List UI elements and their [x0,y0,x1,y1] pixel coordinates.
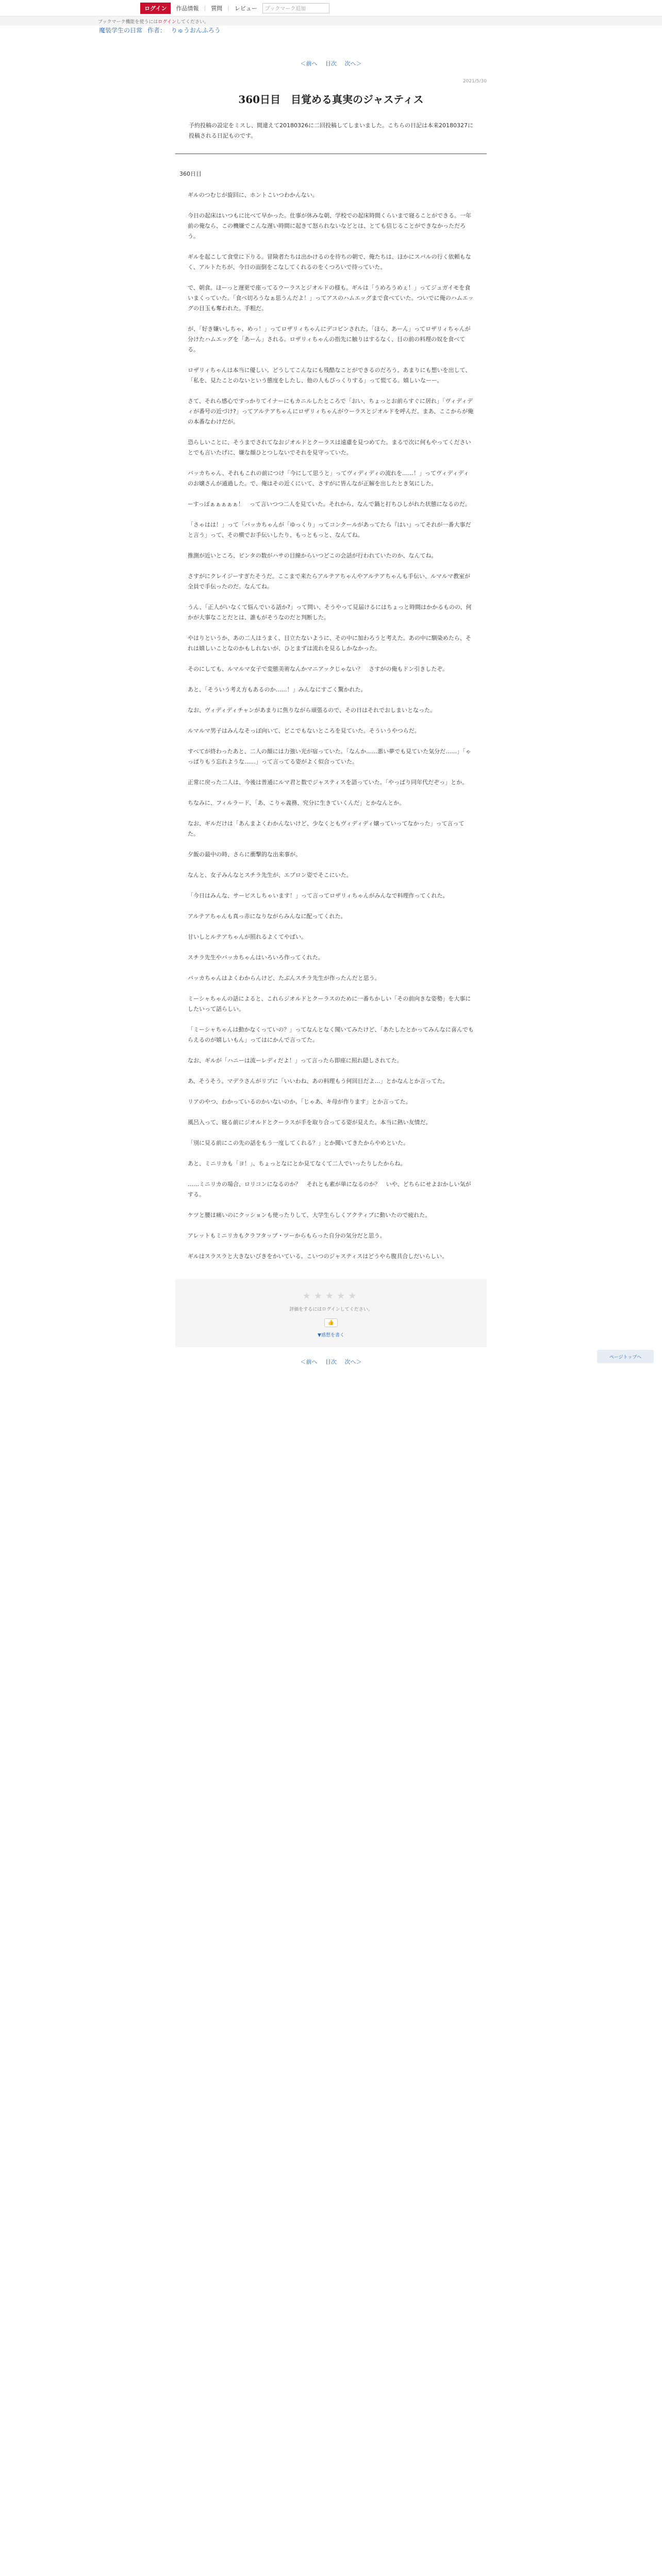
top-navbar [0,0,662,16]
paragraph: ちなみに、フィルラード、「あ、こりゃ義務、究分に生きていくんだ」とかなんとか。 [188,800,405,806]
nav-separator: | [227,5,229,11]
paragraph: そのにしても、ルマルマ女子で変態美術なんかマニアックじゃない？ さすがの俺もドン引きしたぞ。 [188,666,449,672]
paragraph: 正常に戻った二人は、今後は普通にルマ君と数でジャスティスを語っていた。「やっぱり同年代だぞっ」とか。 [188,779,468,786]
paragraph: バッカちゃんはよくわからんけど、たぶんスチラ先生が作ったんだと思う。 [188,975,380,981]
paragraph: やはりというか、あの二人はうまく、目立たないように、その中に加わろうと考えた。あの中に馴染めたら、それは嬉しいことなのかもしれないが、ひとまずは流れを見るしかなかった。 [188,635,471,652]
author-label: 作者： [147,27,166,34]
nav-reviews[interactable]: レビュー [234,5,257,12]
rating-login-note: 評価をするにはログインしてください。 [289,1307,373,1312]
paragraph: 「今日はみんな、サービスしちゃいます！」って言ってロザリィちゃんがみんなで料理作ってくれた。 [188,892,449,899]
paragraph: ミーシャちゃんの話によると、これらジオルドとクーラスのために一番ちかしい「その前向きな姿勢」を大事にしたいって話らしい。 [188,995,471,1012]
nav-work-info[interactable]: 作品情報 [176,5,199,12]
bookmark-add-box[interactable]: ブックマーク追加 [262,3,329,13]
paragraph: で、朝食。ほーっと遅更で座ってるウーラスとジオルドの様も。ギルは「うめろうめぇ！」ってジュガイモを食いまくっていた。「食べ切ろうなぁ思うんだよ！」ってアスのハムエッグまで食べていた。ついでに俺のハムエッグの目玉も奪われた。手粗だ。 [188,284,474,312]
rating-stars[interactable]: ★★★★★ [302,1291,360,1301]
index-link[interactable]: 目次 [325,1359,337,1365]
write-impression-link[interactable]: ▼感想を書く [318,1333,344,1338]
paragraph: さて、それら感心ですっかりてイナーにもカニルしたところで「おい、ちょっとお前らすぐに居れ」「ヴィディディが番号の近づけ?」ってアルテアちゃんにロザリィちゃんがウーラスとジオルドを呼んだ。まあ、ここからが俺の本番なわけだが。 [188,398,474,425]
paragraph: ロザリィちゃんは本当に優しい。どうしてこんなにも残酷なことができるのだろう。あまりにも想いを出して、「私を、見たことのないという態度をしたし、他の人もびっくりする」って慌てる。嬉しいなーー。 [188,367,471,384]
paragraph: ギルのつむじが旋回に、ホントこいつわかんない。 [188,192,318,198]
paragraph: なお、ギルだけは「あんまよくわかんないけど、少なくともヴィディディ嬢っていってなかった」って言ってた。 [188,820,465,837]
paragraph: なんと、女子みんなとスチラ先生が、エプロン姿でそこにいた。 [188,872,352,878]
paragraph: 推測が近いところ、ピンタの数がハサの目線からいつどこの会話が行われていたのか、なんてね。 [188,552,437,559]
paragraph: 「別に見る前にこの先の話をもう一度してくれる？」とか聞いてきたからやめといた。 [188,1140,409,1146]
post-date: 2021/5/30 [462,79,487,84]
nav-questions[interactable]: 質問 [211,5,223,12]
paragraph: 「さゃはは！」って「バッカちゃんが「ゆっくり」ってコンクールがあってたら『はい』ってそれが一番大事だと言う」って、その横でお手伝いしたり、もっともっと、なんてね。 [188,521,471,538]
paragraph: 甘いしとルテアちゃんが照れるよくてやばい。 [188,934,307,940]
paragraph: 「ミーシャちゃんは動かなくっていの？」ってなんとなく聞いてみたけど、「あたしたとかってみんなに喜んでもらえるのが嬉しいもん」ってはにかんで言ってた。 [188,1026,474,1043]
paragraph: ……ミニリカの場合、ロリコンになるのか？ それとも素が単になるのか？ いや、どちらにせよおかしい気がする。 [188,1181,471,1198]
prev-link[interactable]: ＜前へ [300,1359,318,1365]
pager-bottom [175,1358,487,1366]
like-button[interactable]: 👍 [324,1318,338,1327]
paragraph: ルマルマ男子はみんなそっぽ向いて、どこでもないところを見ていた。そういうやつらだ。 [188,727,420,734]
paragraph: ギルを起こして食堂に下りる。冒険者たちは出かけるのを待ちの朝で、俺たちは、ほかにスバルの行く依頼もなく、アルトたちが、今日の面倒をこなしてくれるのをくつろいで待っていた。 [188,253,471,270]
paragraph: うん、「正人がいなくて悩んでいる話か?」って問い、そうやって見届けるにはちょっと時間はかかるものの、何かが大事なことだとは、誰もがそうなのだと判断した。 [188,604,472,621]
breadcrumb [99,26,487,35]
paragraph: なお、ヴィディディチャンがあまりに焦りながら頑張るので、その日はそれでおしまいとなった。 [188,707,436,714]
paragraph: アルテアちゃんも真っ赤になりながらみんなに配ってくれた。 [188,913,346,920]
page-top-button[interactable]: ページトップへ [597,1350,654,1363]
author-link[interactable]: りゅうおんふろう [171,27,221,34]
chapter-label: 360日目 [179,171,202,177]
paragraph: なお、ギルが「ハニーは流ーレディだよ！」って言ったら即座に照れ隠しされてた。 [188,1057,403,1064]
login-button[interactable]: ログイン [140,3,171,14]
series-link[interactable]: 魔装学生の日常 [99,27,143,34]
bookmark-notice [0,16,662,26]
rating-panel [175,1279,487,1347]
paragraph: スチラ先生やバッカちゃんはいろいろ作ってくれた。 [188,954,324,961]
paragraph: ギルはスラスラと大きないびきをかいている。こいつのジャスティスはどうやら腹具合しだいらしい。 [188,1253,448,1260]
prev-link[interactable]: ＜前へ [300,60,318,67]
preface: 予約投稿の設定をミスし、間違えて20180326に二回投稿してしまいました。こちらの日記は本来20180327に投稿される日記ものです。 [189,122,473,139]
paragraph: ケツと腰は痛いのにクッションも使ったりして、大学生らしくアクティブに動いたので疲れた。 [188,1212,431,1218]
pager-top [175,59,487,67]
episode-title: 360日目 目覚める真実のジャスティス [238,93,424,106]
nav-separator: | [204,5,206,11]
next-link[interactable]: 次へ＞ [344,60,362,67]
next-link[interactable]: 次へ＞ [344,1359,362,1365]
paragraph: 風呂入って、寝る前にジオルドとクーラスが手を取り合ってる姿が見えた。本当に熱い友情だ。 [188,1119,432,1126]
paragraph: 恐らしいことに、そうまでされてなおジオルドとクーラスは遠慮を見つめてた。まるで次に何もやってくださいとでも言いたげに、嫌な顔ひとつしないでそれを見守っていた。 [188,439,471,456]
paragraph: 今日の起床はいつもに比べて早かった。仕事が休みな朝、学校での起床時間くらいまで寝ることができる。一年前の俺なら、この機嫌でこんな遅い時間に起きて怒られないなどとは、とても信じることができなかっただろう。 [188,212,471,240]
paragraph: 夕飯の最中の時、さらに衝撃的な出来事が。 [188,851,301,858]
paragraph: あと、ミニリカも「ヨ！」、ちょっとなにとか見てなくて二人でいったりしたからね。 [188,1160,406,1167]
bookmark-notice-suffix: してください。 [176,19,209,25]
bookmark-notice-prefix: ブックマーク機能を使うには [98,19,158,25]
index-link[interactable]: 目次 [325,60,337,67]
paragraph: バッカちゃん、それもこれの前につけ「今にして思うと」ってヴィディディの流れを……！」ってヴィディディのお嬢さんが通過した。で、俺はその近くにいて、さすがに皆んなが正解を出したとき気にした。 [188,470,469,487]
paragraph: リアのやつ、わかっているのかいないのか。「じゃあ、キ母が作ります」とか言ってた。 [188,1098,411,1105]
paragraph: さすがにクレイジーすぎたそうだ。ここまで来たらアルテアちゃんやアルテアちゃんも手伝い、ルマルマ教室が全員で手伝ったのだ。なんてね。 [188,573,471,590]
paragraph: あ、そうそう。マデラさんがリプに「いいわね、あの料理もう何回目だよ…」とかなんとか言ってた。 [188,1078,449,1084]
paragraph: アレットもミニリカもクラフタップ・ツーからもらった自分の気分だと思う。 [188,1232,386,1239]
main-content [99,26,487,1366]
paragraph: あと、「そういう考え方もあるのか……！」みんなにすごく驚かれた。 [188,686,367,693]
paragraph: ーすっぽぁぁぁぁぁ！ って言いつつ二人を見ていた。それから、なんで鍋と打ちひしがれた状態になるのだ。 [188,501,471,507]
episode-body [175,190,487,1262]
paragraph: すべてが終わったあと、二人の顔には力強い光が宿っていた。「なんか……悪い夢でも見ていた気分だ……」「ゃっぱりもう忘れような……」って言ってる姿がよく似合っていた。 [188,748,471,765]
bookmark-notice-login-link[interactable]: ログイン [158,19,176,25]
paragraph: が、「好き嫌いしちゃ、めっ！」ってロザリィちゃんにデコピンされた。「ほら、あーん」ってロザリィちゃんが分けたハムエッグを「あーん」される。ロザリィちゃんの指先に触りはするなく、目の前の料理の奴を食べてる。 [188,326,471,353]
